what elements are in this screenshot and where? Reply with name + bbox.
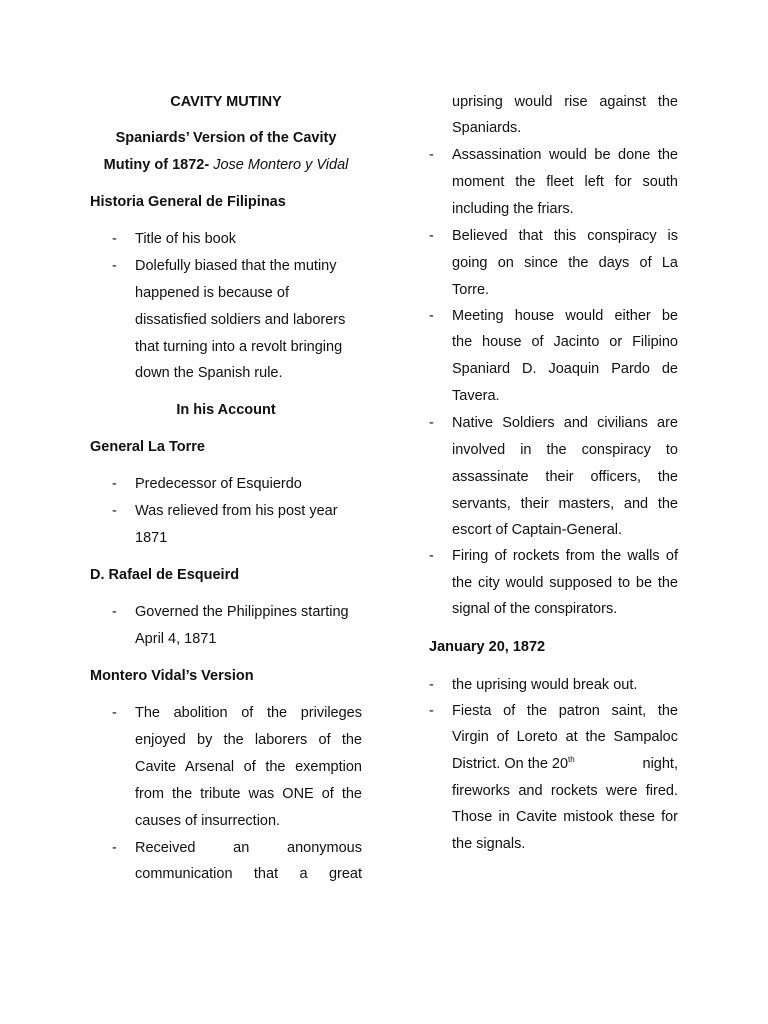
district-text	[452, 756, 575, 772]
list-item-text: Spaniards.	[452, 120, 522, 136]
list-item-text: Virgin of Loreto at the Sampaloc	[452, 729, 678, 745]
list-item-text: going on since the days of La	[452, 255, 678, 271]
bullet-dash: -	[112, 503, 117, 519]
list-item-text: fireworks and rockets were fired.	[452, 783, 678, 799]
list-item-text: enjoyed by the laborers of the	[135, 732, 362, 748]
heading-date: January 20, 1872	[429, 639, 546, 655]
bullet-dash: -	[112, 476, 117, 492]
bullet-dash: -	[112, 604, 117, 620]
list-item-text: moment the fleet left for south	[452, 174, 678, 190]
list-item-text: assassinate their officers, the	[452, 469, 678, 485]
bullet-dash: -	[429, 703, 434, 719]
list-item-text: Cavite Arsenal of the exemption	[135, 759, 362, 775]
list-item-text: 1871	[135, 530, 168, 546]
list-item-text: Dolefully biased that the mutiny	[135, 258, 337, 274]
bullet-dash: -	[429, 677, 434, 693]
bullet-dash: -	[112, 258, 117, 274]
list-item-text: Spaniard D. Joaquin Pardo de	[452, 361, 678, 377]
bullet-dash: -	[429, 147, 434, 163]
list-item-text: dissatisfied soldiers and laborers	[135, 312, 346, 328]
list-item-text: Believed that this conspiracy is	[452, 228, 678, 244]
list-item-text: Title of his book	[135, 231, 237, 247]
list-item-text: signal of the conspirators.	[452, 601, 618, 617]
list-item-text: uprising would rise against the	[452, 94, 678, 110]
list-item-text: the house of Jacinto or Filipino	[452, 334, 678, 350]
list-item-text: communication that a great	[135, 866, 362, 882]
list-item-text: April 4, 1871	[135, 631, 217, 647]
bullet-dash: -	[112, 231, 117, 247]
list-item-text: involved in the conspiracy to	[452, 442, 678, 458]
list-item-text: Torre.	[452, 282, 490, 298]
list-item-text: Governed the Philippines starting	[135, 604, 349, 620]
bullet-dash: -	[429, 308, 434, 324]
list-item-text: the city would supposed to be the	[452, 575, 678, 591]
list-item-text: Native Soldiers and civilians are	[452, 415, 678, 431]
list-item-text: servants, their masters, and the	[452, 496, 678, 512]
list-item-text: The abolition of the privileges	[135, 705, 362, 721]
list-item-text: the uprising would break out.	[452, 677, 638, 693]
list-item-text: including the friars.	[452, 201, 574, 217]
bullet-dash: -	[112, 705, 117, 721]
list-item-text: the signals.	[452, 836, 526, 852]
list-item-text: Predecessor of Esquierdo	[135, 476, 302, 492]
heading-account: In his Account	[176, 402, 276, 418]
ordinal-suffix: th	[568, 755, 575, 764]
list-item-text: Received an anonymous	[135, 840, 362, 856]
list-item-text: Was relieved from his post year	[135, 503, 338, 519]
heading-latorre: General La Torre	[90, 439, 205, 455]
bullet-dash: -	[429, 548, 434, 564]
list-item-text: from the tribute was ONE of the	[135, 786, 362, 802]
list-item-text: Meeting house would either be	[452, 308, 678, 324]
heading-esqueird: D. Rafael de Esqueird	[90, 567, 240, 583]
list-item-text: that turning into a revolt bringing	[135, 339, 343, 355]
list-item-text: Firing of rockets from the walls of	[452, 548, 678, 564]
subtitle-line-1: Spaniards’ Version of the Cavity	[115, 130, 337, 146]
district-text-main: District. On the 20	[452, 756, 569, 772]
subtitle-year: Mutiny of 1872-	[103, 157, 214, 173]
list-item-text-row	[452, 756, 678, 772]
heading-montero: Montero Vidal’s Version	[90, 668, 254, 684]
heading-historia: Historia General de Filipinas	[90, 194, 286, 210]
list-item-text: causes of insurrection.	[135, 813, 281, 829]
list-item-text: escort of Captain-General.	[452, 522, 623, 538]
document-title: CAVITY MUTINY	[170, 94, 282, 110]
list-item-text: Those in Cavite mistook these for	[452, 809, 678, 825]
bullet-dash: -	[429, 228, 434, 244]
list-item-text: happened is because of	[135, 285, 289, 301]
list-item-text: down the Spanish rule.	[135, 365, 283, 381]
subtitle-line-2	[90, 157, 362, 173]
night-word: night,	[642, 756, 678, 772]
list-item-text: Assassination would be done the	[452, 147, 678, 163]
list-item-text: Fiesta of the patron saint, the	[452, 703, 678, 719]
list-item-text: Tavera.	[452, 388, 500, 404]
subtitle-author: Jose Montero y Vidal	[213, 157, 349, 173]
bullet-dash: -	[429, 415, 434, 431]
bullet-dash: -	[112, 840, 117, 856]
